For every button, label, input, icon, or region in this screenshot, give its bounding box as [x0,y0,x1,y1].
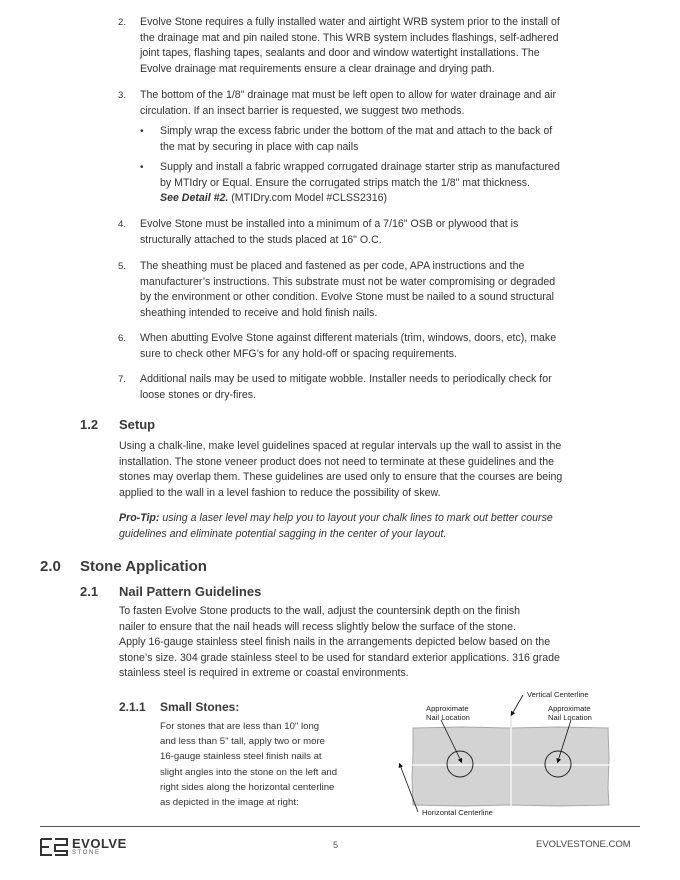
section-number: 2.0 [40,558,61,575]
bullet-text-line: the mat by securing in place with cap nails [160,140,359,153]
bullet-text-line: by MTIdry or Equal. Ensure the corrugated strips match the 1/8" mat thickness. [160,176,530,189]
paragraph-line: nailer to ensure that the nail heads will recess slightly below the surface of the stone. [119,620,516,633]
paragraph-line: For stones that are less than 10" long [160,721,320,732]
section-title: Stone Application [80,558,207,575]
list-text-line: Evolve Stone requires a fully installed water and airtight WRB system prior to the install of [140,16,560,28]
bullet-text-line: Supply and install a fabric wrapped corrugated drainage starter strip as manufactured [160,161,560,173]
bullet-icon: • [140,162,144,173]
horizontal-centerline-label: Horizontal Centerline [422,808,493,817]
paragraph-line: and less than 5" tall, apply two or more [160,736,325,748]
approx-nail-label-right [548,704,592,722]
section-title: Nail Pattern Guidelines [119,584,262,599]
list-number: 2. [118,17,127,28]
section-heading-small-stones [119,700,239,714]
label-line: Approximate [548,704,591,713]
list-text-line: The bottom of the 1/8" drainage mat must be left open to allow for water drainage and air [140,89,556,101]
section-heading-setup [80,417,155,432]
section-number: 2.1 [80,584,99,599]
bullet-text-line: Simply wrap the excess fabric under the bottom of the mat and attach to the back of [160,125,553,137]
paragraph-line: 16-gauge stainless steel finish nails at [160,751,322,763]
bullet-item [140,160,630,207]
section-heading-stone-application [40,558,207,575]
list-text-line: The sheathing must be placed and fastened as per code, APA instructions and the [140,260,525,272]
bullet-item [140,124,630,155]
label-line: Approximate [426,704,469,713]
pro-tip-line [119,511,634,527]
list-text-line: When abutting Evolve Stone against different materials (trim, windows, doors, etc), make [140,332,557,344]
website-link[interactable]: EVOLVESTONE.COM [536,839,631,850]
pro-tip-text: using a laser level may help you to layout your chalk lines to mark out better course [159,512,553,524]
paragraph-line: Using a chalk-line, make level guidelines spaced at regular intervals up the wall to assist in the [119,440,562,452]
list-number: 5. [118,261,127,272]
paragraph-line: installation. The stone veneer product does not need to terminate at these guidelines and the [119,455,555,468]
list-item [118,15,632,77]
label-line: Nail Location [426,713,470,722]
list-text-line: loose stones or dry-fires. [140,388,256,401]
list-text-line: manufacturer’s instructions. This substrate must not be water compromising or degraded [140,275,556,288]
detail-reference [160,191,630,207]
list-number: 4. [118,219,127,230]
section-heading-nail-pattern [80,584,261,599]
evolve-stone-logo [40,836,150,860]
bullet-icon: • [140,126,144,137]
list-text-line: Additional nails may be used to mitigate wobble. Installer needs to periodically check for [140,373,552,385]
paragraph-line: stone’s size. 304 grade stainless steel to be used for standard exterior applications. 316 grade [119,651,560,664]
detail-model: (MTIDry.com Model #CLSS2316) [228,192,388,205]
pro-tip-line: guidelines and eliminate potential sagging in the center of your layout. [119,527,447,540]
paragraph-line: stainless steel is required in extreme or coastal environments. [119,667,409,679]
list-text-line: circulation. If an insect barrier is requested, we suggest two methods. [140,104,465,117]
nail-location-diagram [393,688,629,822]
list-text-line: sheathing intended to receive and hold finish nails. [140,306,378,319]
logo-subtitle: STONE [72,850,101,856]
nail-pattern-paragraph [119,604,634,682]
list-number: 7. [118,374,127,385]
section-number: 1.2 [80,417,99,432]
section-title: Setup [119,417,156,432]
label-line: Nail Location [548,713,592,722]
pro-tip-label: Pro-Tip: [119,512,160,524]
list-text-line: Evolve Stone must be installed into a minimum of a 7/16" OSB or plywood that is [140,218,519,230]
section-number: 2.1.1 [119,700,146,714]
small-stones-paragraph [160,719,380,810]
list-item [118,372,632,403]
paragraph-line: slight angles into the stone on the left and [160,766,338,778]
list-item [118,88,632,119]
approx-nail-label-left [426,704,470,722]
paragraph-line: stones may overlap them. These guidelines are used only to ensure that the courses are being [119,471,563,483]
paragraph-line: Apply 16-gauge stainless steel finish nails in the arrangements depicted below based on the [119,636,551,648]
evolve-logo-icon [40,838,68,856]
pro-tip [119,511,634,542]
paragraph-line: right sides along the horizontal centerline [160,781,335,793]
list-text-line: Evolve drainage mat requirements ensure a clear drainage and drying path. [140,62,495,75]
list-text-line: structurally attached to the studs placed at 16" O.C. [140,233,382,246]
detail-link: See Detail #2. [160,192,229,205]
list-item [118,217,632,248]
paragraph-line: applied to the wall in a level fashion to reduce the possibility of skew. [119,486,441,499]
list-text-line: by the environment or other condition. Evolve Stone must be nailed to a sound structural [140,291,554,304]
list-text-line: the drainage mat and pin nailed stone. This WRB system includes flashings, self-adhered [140,31,559,44]
leader-vertical [512,695,523,714]
page-number: 5 [333,840,339,850]
paragraph-line: To fasten Evolve Stone products to the wall, adjust the countersink depth on the finish [119,605,521,617]
section-title: Small Stones: [160,700,240,714]
paragraph-line: as depicted in the image at right: [160,797,299,809]
footer-divider [40,826,640,827]
list-item [118,331,632,362]
list-number: 6. [118,333,127,344]
setup-paragraph [119,439,634,501]
logo-wordmark: EVOLVE [72,836,127,851]
vertical-centerline-label: Vertical Centerline [527,690,589,699]
list-text-line: sure to check other MFG’s for any hold-off or spacing requirements. [140,347,457,360]
list-text-line: joint tapes, flashing tapes, sealants and door and window watertight installations. The [140,47,540,60]
list-number: 3. [118,90,127,101]
list-item [118,259,632,321]
